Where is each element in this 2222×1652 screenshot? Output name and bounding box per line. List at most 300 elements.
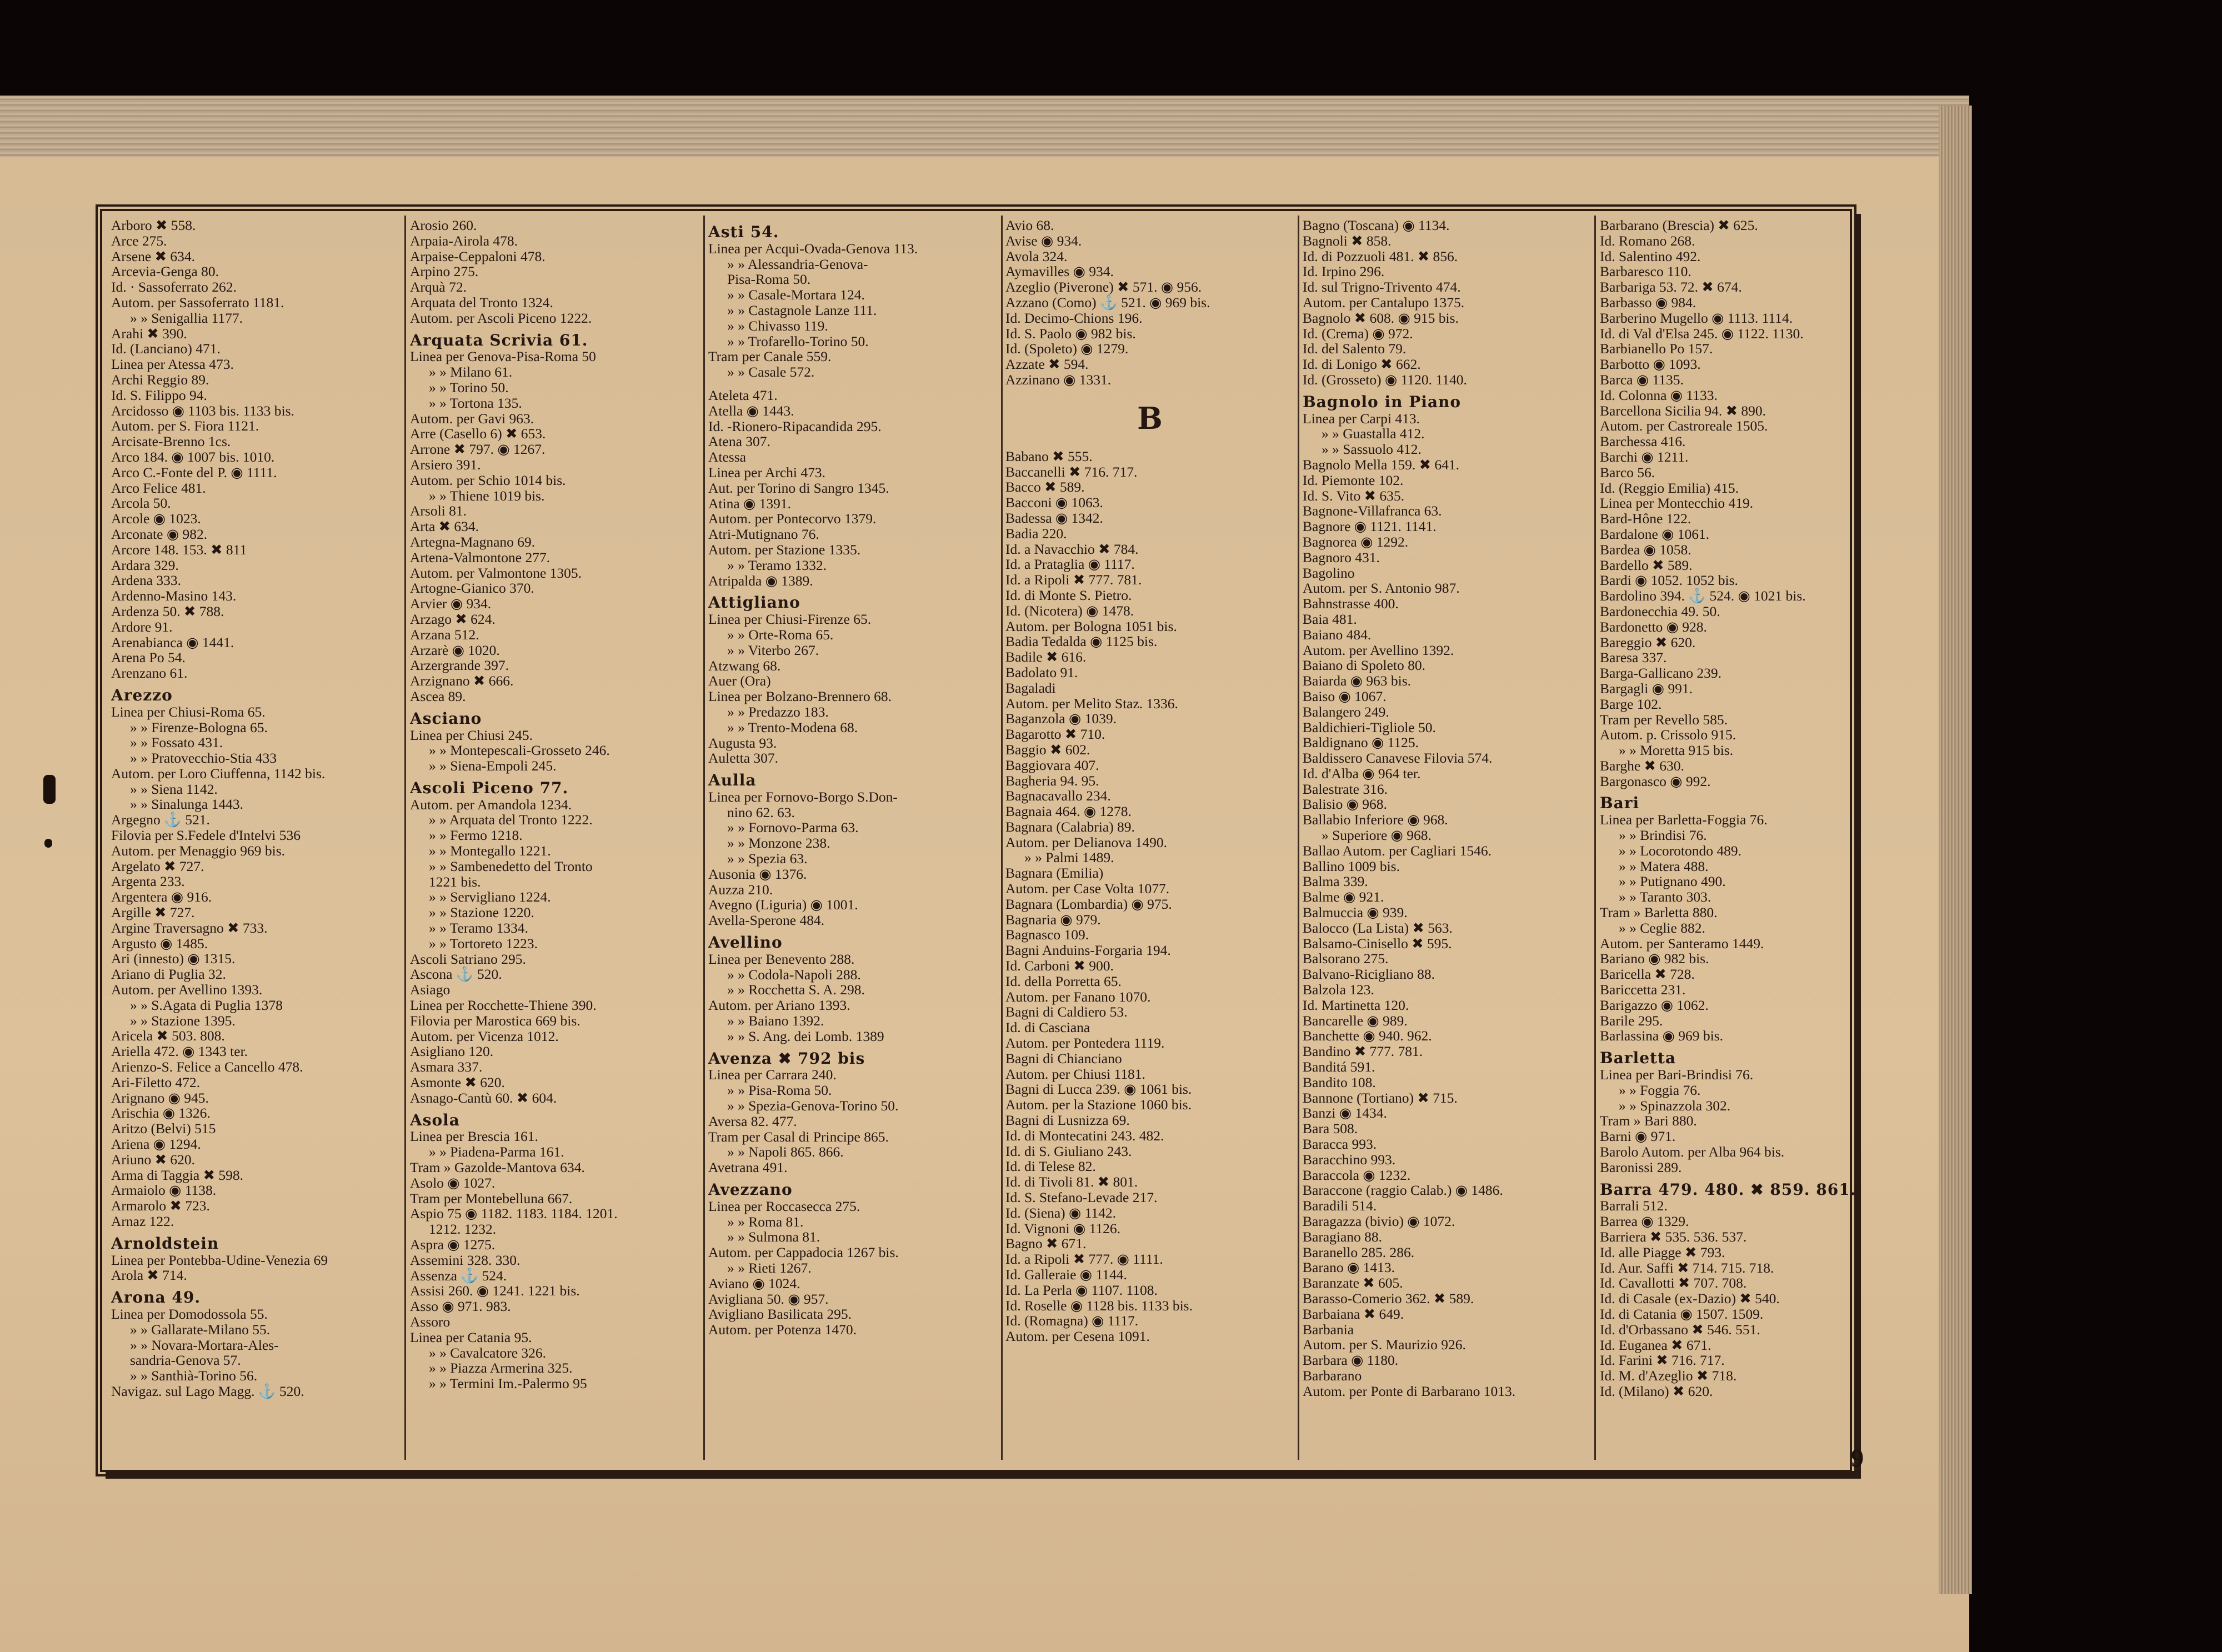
index-entry: Autom. per Vicenza 1012. xyxy=(410,1028,559,1044)
index-entry: Ascoli Satriano 295. xyxy=(410,950,526,967)
index-entry: Autom. per Loro Ciuffenna, 1142 bis. xyxy=(111,765,326,782)
index-entry: Bariano ◉ 982 bis. xyxy=(1600,950,1709,967)
index-entry: Id. a Navacchio ✖ 784. xyxy=(1005,540,1139,557)
index-entry: Id. (Milano) ✖ 620. xyxy=(1600,1383,1713,1399)
index-entry: Barcellona Sicilia 94. ✖ 890. xyxy=(1600,402,1766,419)
index-entry: Argentera ◉ 916. xyxy=(111,889,212,905)
index-entry: Linea per Genova-Pisa-Roma 50 xyxy=(410,348,596,365)
index-entry: » » Montegallo 1221. xyxy=(429,843,551,859)
index-entry: » » Pratovecchio-Stia 433 xyxy=(130,750,277,767)
index-entry: Id. (Nicotera) ◉ 1478. xyxy=(1005,602,1134,619)
index-entry: » » Firenze-Bologna 65. xyxy=(130,719,268,735)
index-entry: Linea per Carpi 413. xyxy=(1303,410,1420,427)
index-entry: Baranello 285. 286. xyxy=(1303,1244,1415,1260)
index-entry: sandria-Genova 57. xyxy=(130,1352,241,1369)
index-entry: Aut. per Torino di Sangro 1345. xyxy=(708,479,889,496)
index-entry: » » Guastalla 412. xyxy=(1322,425,1425,442)
index-entry: Id. Piemonte 102. xyxy=(1303,472,1404,488)
index-heading: Attigliano xyxy=(708,593,800,612)
index-entry: Asmara 337. xyxy=(410,1059,483,1075)
index-entry: Id. Farini ✖ 716. 717. xyxy=(1600,1352,1725,1369)
index-entry: Id. di Pozzuoli 481. ✖ 856. xyxy=(1303,248,1458,264)
index-entry: » » Monzone 238. xyxy=(727,835,830,852)
index-entry: Navigaz. sul Lago Magg. ⚓ 520. xyxy=(111,1383,304,1399)
index-entry: Barbaiana ✖ 649. xyxy=(1303,1305,1404,1322)
index-entry: Bancarelle ◉ 989. xyxy=(1303,1012,1408,1029)
index-entry: » » Sambenedetto del Tronto xyxy=(429,858,593,874)
index-entry: Ausonia ◉ 1376. xyxy=(708,865,807,882)
index-entry: » » Brindisi 76. xyxy=(1619,827,1707,844)
index-entry: Argusto ◉ 1485. xyxy=(111,935,208,952)
index-entry: Baranzate ✖ 605. xyxy=(1303,1275,1403,1291)
index-entry: Barlassina ◉ 969 bis. xyxy=(1600,1028,1723,1044)
index-entry: Barchi ◉ 1211. xyxy=(1600,448,1689,465)
index-entry: Baganzola ◉ 1039. xyxy=(1005,710,1117,727)
index-entry: Aritzo (Belvi) 515 xyxy=(111,1120,216,1137)
index-entry: » » Spezia-Genova-Torino 50. xyxy=(727,1098,899,1114)
column-rule xyxy=(703,216,705,1460)
index-entry: Argelato ✖ 727. xyxy=(111,858,204,874)
index-entry: Id. S. Filippo 94. xyxy=(111,387,207,403)
index-entry: » » Servigliano 1224. xyxy=(429,889,551,905)
index-entry: Azzano (Como) ⚓ 521. ◉ 969 bis. xyxy=(1005,294,1210,311)
index-entry: Barbara ◉ 1180. xyxy=(1303,1352,1399,1369)
index-entry: Linea per Carrara 240. xyxy=(708,1067,837,1083)
index-entry: Id. Romano 268. xyxy=(1600,232,1695,249)
index-entry: Baiso ◉ 1067. xyxy=(1303,688,1387,704)
index-heading: Arezzo xyxy=(111,685,173,704)
binding-hole xyxy=(43,775,56,804)
column-rule xyxy=(404,216,406,1460)
index-entry: Azzinano ◉ 1331. xyxy=(1005,371,1112,388)
index-entry: Bardonetto ◉ 928. xyxy=(1600,618,1707,635)
index-entry: Ari (innesto) ◉ 1315. xyxy=(111,950,236,967)
index-entry: » » Stazione 1220. xyxy=(429,904,534,921)
index-entry: Argine Traversagno ✖ 733. xyxy=(111,919,268,936)
index-entry: Ariano di Puglia 32. xyxy=(111,966,226,983)
index-entry: Bagni di Chianciano xyxy=(1005,1050,1122,1067)
index-entry: Ari-Filetto 472. xyxy=(111,1074,201,1090)
index-entry: Id. Carboni ✖ 900. xyxy=(1005,958,1114,974)
index-entry: Id. di Telese 82. xyxy=(1005,1158,1096,1175)
index-entry: Autom. per Melito Staz. 1336. xyxy=(1005,695,1178,712)
index-entry: Banditá 591. xyxy=(1303,1059,1375,1075)
index-entry: » » S. Ang. dei Lomb. 1389 xyxy=(727,1028,884,1044)
index-entry: Arrone ✖ 797. ◉ 1267. xyxy=(410,441,546,458)
index-entry: » » Moretta 915 bis. xyxy=(1619,742,1734,759)
index-entry: Barigazzo ◉ 1062. xyxy=(1600,997,1709,1013)
index-entry: 1221 bis. xyxy=(429,873,481,890)
index-entry: Linea per Atessa 473. xyxy=(111,356,234,373)
index-entry: » » Tortona 135. xyxy=(429,394,522,411)
index-entry: Baraccone (raggio Calab.) ◉ 1486. xyxy=(1303,1182,1503,1199)
binding-hole xyxy=(44,839,52,848)
index-column-2 xyxy=(410,218,699,1462)
index-entry: Baragazza (bivio) ◉ 1072. xyxy=(1303,1213,1455,1229)
index-entry: Autom. per Potenza 1470. xyxy=(708,1321,857,1338)
index-entry: Bagarotto ✖ 710. xyxy=(1005,726,1105,743)
index-entry: » » Montepescali-Grosseto 246. xyxy=(429,742,610,759)
index-entry: Arenzano 61. xyxy=(111,665,188,682)
index-entry: Bard-Hône 122. xyxy=(1600,510,1691,527)
index-entry: Badile ✖ 616. xyxy=(1005,649,1087,665)
index-columns xyxy=(106,211,1856,1464)
index-entry: Id. Euganea ✖ 671. xyxy=(1600,1336,1711,1353)
index-entry: Asso ◉ 971. 983. xyxy=(410,1298,511,1315)
index-entry: Linea per Pontebba-Udine-Venezia 69 xyxy=(111,1251,328,1268)
index-entry: Id. di Casciana xyxy=(1005,1019,1090,1036)
index-entry: Id. Vignoni ◉ 1126. xyxy=(1005,1220,1121,1237)
index-heading: Asola xyxy=(410,1110,460,1129)
index-entry: Tram per Casal di Principe 865. xyxy=(708,1128,889,1145)
index-entry: Autom. per Amandola 1234. xyxy=(410,796,572,813)
index-entry: » » Spinazzola 302. xyxy=(1619,1097,1731,1114)
index-entry: Arzana 512. xyxy=(410,626,479,643)
index-entry: Baragiano 88. xyxy=(1303,1228,1383,1245)
index-entry: » » Sassuolo 412. xyxy=(1322,441,1422,458)
index-entry: Baresa 337. xyxy=(1600,649,1667,666)
index-entry: Barghe ✖ 630. xyxy=(1600,757,1684,774)
index-entry: Id. d'Alba ◉ 964 ter. xyxy=(1303,765,1421,782)
index-entry: Ariuno ✖ 620. xyxy=(111,1151,195,1168)
index-entry: » » Pisa-Roma 50. xyxy=(727,1082,832,1099)
index-entry: Avella-Sperone 484. xyxy=(708,912,825,929)
index-entry: Id. -Rionero-Ripacandida 295. xyxy=(708,418,882,434)
index-entry: Arquata del Tronto 1324. xyxy=(410,294,553,311)
index-entry: Linea per Domodossola 55. xyxy=(111,1305,268,1322)
index-entry: Linea per Brescia 161. xyxy=(410,1128,538,1145)
index-entry: Pisa-Roma 50. xyxy=(727,271,811,288)
index-entry: » » Termini Im.-Palermo 95 xyxy=(429,1375,587,1392)
index-entry: Balocco (La Lista) ✖ 563. xyxy=(1303,919,1453,936)
index-entry: Autom. per Case Volta 1077. xyxy=(1005,880,1170,897)
index-entry: Bandino ✖ 777. 781. xyxy=(1303,1043,1423,1060)
index-entry: Id. di Tivoli 81. ✖ 801. xyxy=(1005,1174,1138,1190)
index-column-6 xyxy=(1600,218,1889,1462)
index-entry: Arzignano ✖ 666. xyxy=(410,673,514,689)
index-entry: Ariena ◉ 1294. xyxy=(111,1136,201,1153)
index-column-4 xyxy=(1005,218,1294,1462)
index-entry: Ardenza 50. ✖ 788. xyxy=(111,603,224,619)
index-entry: Auzza 210. xyxy=(708,881,773,898)
index-entry: Autom. p. Crissolo 915. xyxy=(1600,727,1736,743)
index-entry: Bargonasco ◉ 992. xyxy=(1600,773,1711,789)
index-entry: Barco 56. xyxy=(1600,464,1655,480)
index-entry: Bareggio ✖ 620. xyxy=(1600,634,1696,650)
index-entry: Arahi ✖ 390. xyxy=(111,325,187,342)
index-entry: Auer (Ora) xyxy=(708,673,771,689)
index-entry: Arena Po 54. xyxy=(111,649,186,666)
index-entry: Banzi ◉ 1434. xyxy=(1303,1105,1387,1122)
index-entry: » » Roma 81. xyxy=(727,1213,804,1230)
index-entry: Barbasso ◉ 984. xyxy=(1600,294,1696,311)
index-entry: » » Milano 61. xyxy=(429,364,513,381)
index-entry: Archi Reggio 89. xyxy=(111,371,209,388)
index-heading: Arquata Scrivia 61. xyxy=(410,331,588,349)
index-entry: Arpaise-Ceppaloni 478. xyxy=(410,248,546,264)
index-entry: » » Siena 1142. xyxy=(130,780,218,797)
index-entry: Baia 481. xyxy=(1303,610,1357,627)
index-entry: Ascona ⚓ 520. xyxy=(410,966,502,983)
index-entry: Autom. per Ariano 1393. xyxy=(708,997,850,1014)
index-entry: Id. (Spoleto) ◉ 1279. xyxy=(1005,341,1129,357)
index-heading: Avenza ✖ 792 bis xyxy=(708,1049,865,1068)
index-entry: Barasso-Comerio 362. ✖ 589. xyxy=(1303,1290,1474,1306)
index-entry: » » Viterbo 267. xyxy=(727,642,819,658)
index-entry: Baggio ✖ 602. xyxy=(1005,741,1090,758)
index-entry: Autom. per Fanano 1070. xyxy=(1005,988,1151,1005)
index-entry: » » Taranto 303. xyxy=(1619,889,1711,905)
index-entry: Linea per Archi 473. xyxy=(708,464,826,480)
index-entry: Ardenno-Masino 143. xyxy=(111,588,237,604)
index-entry: Tram » Barletta 880. xyxy=(1600,904,1718,921)
index-entry: Id. a Ripoli ✖ 777. ◉ 1111. xyxy=(1005,1251,1163,1268)
index-entry: Asnago-Cantù 60. ✖ 604. xyxy=(410,1089,557,1106)
index-entry: Barca ◉ 1135. xyxy=(1600,371,1684,388)
index-entry: Avigliana 50. ◉ 957. xyxy=(708,1290,829,1307)
index-entry: Arcisate-Brenno 1cs. xyxy=(111,433,231,450)
index-entry: Balma 339. xyxy=(1303,873,1368,890)
index-entry: Badolato 91. xyxy=(1005,664,1078,680)
index-entry: Linea per Chiusi-Roma 65. xyxy=(111,703,266,720)
index-entry: » » Putignano 490. xyxy=(1619,873,1726,890)
index-entry: Arsoli 81. xyxy=(410,503,467,519)
index-entry: Filovia per S.Fedele d'Intelvi 536 xyxy=(111,827,301,844)
index-entry: nino 62. 63. xyxy=(727,804,795,820)
index-entry: » » Alessandria-Genova- xyxy=(727,256,868,272)
index-heading: Barletta xyxy=(1600,1049,1676,1068)
index-entry: Bahnstrasse 400. xyxy=(1303,595,1399,612)
index-entry: Autom. per Delianova 1490. xyxy=(1005,834,1168,850)
index-entry: Bacconi ◉ 1063. xyxy=(1005,494,1103,511)
index-entry: Artogne-Gianico 370. xyxy=(410,580,534,597)
index-entry: Avise ◉ 934. xyxy=(1005,232,1082,249)
index-heading: Arona 49. xyxy=(111,1288,201,1307)
index-entry: » » Santhià-Torino 56. xyxy=(130,1368,258,1384)
column-rule xyxy=(1001,216,1003,1460)
index-entry: Id. Salentino 492. xyxy=(1600,248,1701,264)
index-entry: » » Sinalunga 1443. xyxy=(130,796,243,813)
index-entry: Bagno ✖ 671. xyxy=(1005,1235,1087,1252)
index-entry: Bagnacavallo 234. xyxy=(1005,788,1111,804)
index-entry: Bardonecchia 49. 50. xyxy=(1600,603,1720,619)
index-entry: Barni ◉ 971. xyxy=(1600,1128,1676,1145)
index-entry: » » Senigallia 1177. xyxy=(130,309,243,326)
index-entry: Baggiovara 407. xyxy=(1005,757,1099,773)
index-entry: Bagnoro 431. xyxy=(1303,549,1380,565)
index-entry: Azzate ✖ 594. xyxy=(1005,356,1089,373)
index-entry: Bagnaria ◉ 979. xyxy=(1005,911,1101,928)
index-entry: Baradili 514. xyxy=(1303,1198,1377,1214)
index-entry: Barberino Mugello ◉ 1113. 1114. xyxy=(1600,309,1793,326)
index-entry: » » Casale-Mortara 124. xyxy=(727,287,865,303)
index-entry: Arenabianca ◉ 1441. xyxy=(111,634,234,650)
index-entry: Bagni di Lucca 239. ◉ 1061 bis. xyxy=(1005,1081,1192,1098)
index-entry: Linea per Chiusi-Firenze 65. xyxy=(708,611,872,628)
index-entry: Autom. per Valmontone 1305. xyxy=(410,564,582,581)
index-entry: » » Matera 488. xyxy=(1619,858,1709,874)
index-entry: » » Rocchetta S. A. 298. xyxy=(727,982,865,998)
index-entry: Asigliano 120. xyxy=(410,1043,494,1060)
index-entry: Arosio 260. xyxy=(410,218,477,233)
index-entry: Id. di Catania ◉ 1507. 1509. xyxy=(1600,1305,1764,1322)
index-heading: Bari xyxy=(1600,794,1640,813)
index-entry: Barbarano xyxy=(1303,1367,1362,1384)
index-entry: Id. (Grosseto) ◉ 1120. 1140. xyxy=(1303,371,1467,388)
index-entry: Linea per Bolzano-Brennero 68. xyxy=(708,688,892,705)
index-entry: » » Trofarello-Torino 50. xyxy=(727,333,869,349)
index-entry: » » Castagnole Lanze 111. xyxy=(727,302,877,318)
index-entry: Arre (Casello 6) ✖ 653. xyxy=(410,425,546,442)
index-entry: Asmonte ✖ 620. xyxy=(410,1074,505,1091)
index-entry: » » Predazzo 183. xyxy=(727,703,829,720)
index-entry: Barga-Gallicano 239. xyxy=(1600,665,1722,682)
index-entry: Bagnorea ◉ 1292. xyxy=(1303,533,1409,550)
index-entry: Artegna-Magnano 69. xyxy=(410,533,536,550)
index-entry: Autom. per Gavi 963. xyxy=(410,410,534,427)
index-entry: Arco 184. ◉ 1007 bis. 1010. xyxy=(111,448,275,465)
index-entry: » » Chivasso 119. xyxy=(727,317,828,334)
index-entry: Arcevia-Genga 80. xyxy=(111,263,219,280)
index-entry: Banchette ◉ 940. 962. xyxy=(1303,1028,1432,1044)
index-heading: Arnoldstein xyxy=(111,1234,219,1253)
index-entry: Baracca 993. xyxy=(1303,1136,1377,1153)
index-entry: Ardena 333. xyxy=(111,572,182,589)
index-entry: Id. Decimo-Chions 196. xyxy=(1005,309,1143,326)
index-entry: Bagaladi xyxy=(1005,679,1056,696)
index-column-1 xyxy=(111,218,400,1462)
index-entry: » » Thiene 1019 bis. xyxy=(429,487,545,504)
index-entry: Arce 275. xyxy=(111,232,167,249)
index-entry: Asolo ◉ 1027. xyxy=(410,1174,496,1191)
index-entry: Bagnara (Lombardia) ◉ 975. xyxy=(1005,895,1172,912)
index-entry: Autom. per Pontedera 1119. xyxy=(1005,1035,1165,1052)
index-entry: Bardi ◉ 1052. 1052 bis. xyxy=(1600,572,1738,589)
index-entry: Assemini 328. 330. xyxy=(410,1251,521,1268)
index-entry: » » Ceglie 882. xyxy=(1619,919,1705,936)
index-entry: Linea per Bari-Brindisi 76. xyxy=(1600,1067,1754,1083)
index-entry: » » Cavalcatore 326. xyxy=(429,1344,547,1361)
index-entry: Bannone (Tortiano) ✖ 715. xyxy=(1303,1089,1458,1106)
index-entry: » » Codola-Napoli 288. xyxy=(727,966,861,983)
index-entry: Autom. per Cantalupo 1375. xyxy=(1303,294,1465,311)
index-entry: Artena-Valmontone 277. xyxy=(410,549,551,565)
index-entry: Id. di S. Giuliano 243. xyxy=(1005,1143,1132,1159)
index-entry: Bara 508. xyxy=(1303,1120,1358,1137)
index-entry: Barrali 512. xyxy=(1600,1198,1668,1214)
index-entry: Barriera ✖ 535. 536. 537. xyxy=(1600,1229,1747,1245)
index-entry: Atessa xyxy=(708,449,746,465)
index-entry: Autom. per Schio 1014 bis. xyxy=(410,472,566,488)
index-entry: Arconate ◉ 982. xyxy=(111,525,208,542)
index-entry: » » Siena-Empoli 245. xyxy=(429,758,557,774)
index-heading: Barra 479. 480. ✖ 859. 861. xyxy=(1600,1180,1856,1199)
index-entry: Bagnasco 109. xyxy=(1005,927,1089,943)
index-entry: Id. di Val d'Elsa 245. ◉ 1122. 1130. xyxy=(1600,325,1804,342)
index-entry: » » Foggia 76. xyxy=(1619,1082,1701,1098)
index-entry: Linea per Catania 95. xyxy=(410,1329,532,1345)
index-entry: Id. Colonna ◉ 1133. xyxy=(1600,387,1718,403)
index-entry: Tram » Bari 880. xyxy=(1600,1113,1697,1129)
index-entry: Autom. per Ponte di Barbarano 1013. xyxy=(1303,1383,1516,1399)
index-entry: Baiano di Spoleto 80. xyxy=(1303,657,1425,674)
index-entry: Ardara 329. xyxy=(111,557,179,573)
index-entry: Autom. per Ascoli Piceno 1222. xyxy=(410,309,592,326)
index-entry: Aversa 82. 477. xyxy=(708,1113,797,1129)
index-entry: Assoro xyxy=(410,1313,451,1330)
index-entry: Id. di Lonigo ✖ 662. xyxy=(1303,356,1421,373)
index-entry: » » Trento-Modena 68. xyxy=(727,719,858,735)
index-entry: Arsene ✖ 634. xyxy=(111,248,195,264)
index-entry: Avola 324. xyxy=(1005,248,1068,264)
index-entry: Bagnaia 464. ◉ 1278. xyxy=(1005,803,1132,820)
index-entry: Auletta 307. xyxy=(708,750,779,767)
index-entry: Baldignano ◉ 1125. xyxy=(1303,734,1419,751)
index-heading: Avellino xyxy=(708,933,783,952)
index-entry: Bagni di Caldiero 53. xyxy=(1005,1004,1128,1020)
index-entry: Barbariga 53. 72. ✖ 674. xyxy=(1600,279,1742,296)
index-entry: » Superiore ◉ 968. xyxy=(1322,827,1432,844)
index-entry: Id. Galleraie ◉ 1144. xyxy=(1005,1266,1127,1283)
index-entry: » » S.Agata di Puglia 1378 xyxy=(130,997,283,1013)
index-entry: Balsorano 275. xyxy=(1303,950,1389,967)
index-entry: Id. (Crema) ◉ 972. xyxy=(1303,325,1413,342)
index-entry: Arcole ◉ 1023. xyxy=(111,510,201,527)
index-entry: Bardello ✖ 589. xyxy=(1600,557,1693,573)
index-entry: Filovia per Marostica 669 bis. xyxy=(410,1012,580,1029)
index-entry: Aricela ✖ 503. 808. xyxy=(111,1028,225,1044)
index-entry: Arsiero 391. xyxy=(410,456,481,473)
index-entry: Barbania xyxy=(1303,1321,1354,1338)
index-entry: Arcore 148. 153. ✖ 811 xyxy=(111,541,247,558)
index-entry: » » Gallarate-Milano 55. xyxy=(130,1321,271,1338)
index-entry: Autom. per Chiusi 1181. xyxy=(1005,1065,1145,1082)
index-entry: Bagni Anduins-Forgaria 194. xyxy=(1005,942,1171,959)
index-entry: Id. La Perla ◉ 1107. 1108. xyxy=(1005,1281,1158,1298)
index-entry: » » Arquata del Tronto 1222. xyxy=(429,812,593,828)
index-entry: Arzarè ◉ 1020. xyxy=(410,642,500,658)
index-entry: Ballao Autom. per Cagliari 1546. xyxy=(1303,842,1492,859)
index-entry: » » Fossato 431. xyxy=(130,734,223,751)
index-entry: Barchessa 416. xyxy=(1600,433,1686,450)
index-entry: Balsamo-Cinisello ✖ 595. xyxy=(1303,935,1452,952)
index-entry: Aspra ◉ 1275. xyxy=(410,1237,496,1253)
index-entry: Balvano-Ricigliano 88. xyxy=(1303,966,1435,983)
index-heading: Aulla xyxy=(708,771,757,790)
index-entry: » » Casale 572. xyxy=(727,364,815,381)
index-entry: Id. di Monte S. Pietro. xyxy=(1005,587,1132,603)
index-entry: Barolo Autom. per Alba 964 bis. xyxy=(1600,1144,1785,1160)
index-entry: Barrea ◉ 1329. xyxy=(1600,1213,1689,1230)
index-entry: Arma di Taggia ✖ 598. xyxy=(111,1167,243,1183)
index-entry: Linea per Acqui-Ovada-Genova 113. xyxy=(708,240,918,257)
index-entry: Balme ◉ 921. xyxy=(1303,889,1384,905)
index-entry: Autom. per Avellino 1392. xyxy=(1303,642,1454,658)
index-entry: Ascea 89. xyxy=(410,688,466,704)
index-entry: Id. (Reggio Emilia) 415. xyxy=(1600,479,1739,496)
index-entry: Argenta 233. xyxy=(111,873,185,890)
index-entry: Barbarano (Brescia) ✖ 625. xyxy=(1600,218,1758,233)
index-entry: Arienzo-S. Felice a Cancello 478. xyxy=(111,1059,303,1075)
index-entry: Avigliano Basilicata 295. xyxy=(708,1306,852,1323)
index-entry: Id. Cavallotti ✖ 707. 708. xyxy=(1600,1275,1747,1291)
index-entry: Id. S. Stefano-Levade 217. xyxy=(1005,1189,1158,1206)
page-edges-right xyxy=(1939,106,1972,1594)
index-entry: Tram » Gazolde-Mantova 634. xyxy=(410,1159,585,1176)
index-entry: Balangero 249. xyxy=(1303,703,1389,720)
index-entry: Autom. per Castroreale 1505. xyxy=(1600,418,1768,434)
index-entry: Bardea ◉ 1058. xyxy=(1600,541,1691,558)
